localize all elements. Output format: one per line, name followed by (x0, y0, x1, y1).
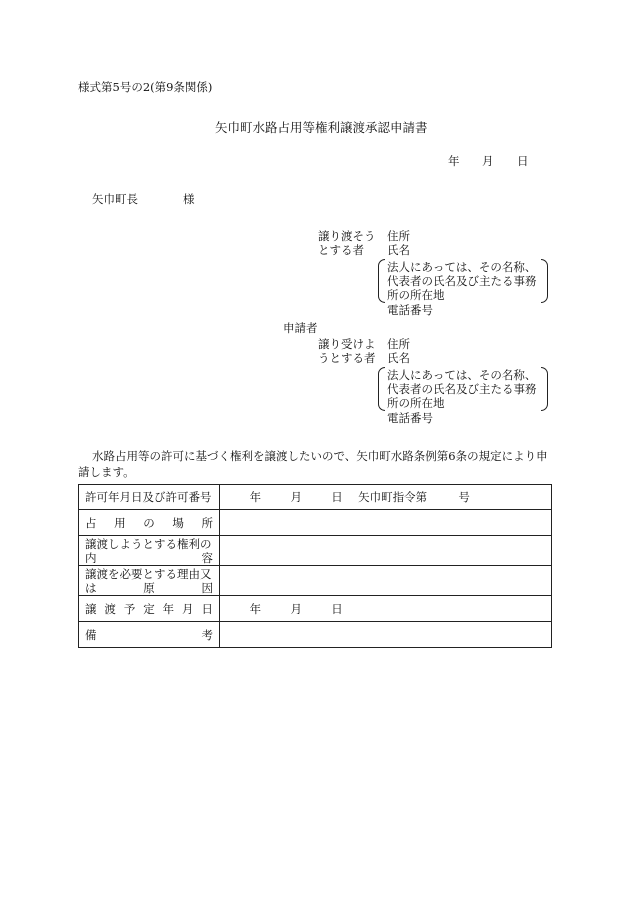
planned-day: 日 (331, 601, 343, 616)
transferee-note-line3: 所の所在地 (387, 396, 445, 410)
transferee-note-line1: 法人にあっては、その名称、 (387, 368, 537, 382)
applicant-label: 申請者 (283, 321, 318, 335)
table-row-remarks (79, 622, 552, 648)
permit-month: 月 (290, 490, 302, 504)
table-row-permit (79, 485, 552, 510)
location-value-cell[interactable] (220, 510, 552, 536)
transferor-label-line2: とする者 (318, 243, 364, 257)
form-id: 様式第5号の2(第9条関係) (78, 80, 213, 94)
reason-value-cell[interactable] (220, 566, 552, 596)
planned-date-value-cell[interactable] (220, 596, 552, 622)
transferor-note-line2: 代表者の氏名及び主たる事務 (387, 274, 537, 288)
remarks-value-cell[interactable] (220, 622, 552, 648)
table-row-reason (79, 566, 552, 596)
date-month-label: 月 (482, 154, 494, 168)
body-text-line2: 請します。 (78, 465, 135, 479)
table-row-location (79, 510, 552, 536)
date-day-label: 日 (517, 154, 529, 168)
table-row-rights (79, 536, 552, 566)
rights-label: 譲渡しようとする権利の 内 容 (79, 536, 220, 566)
document-title: 矢巾町水路占用等権利譲渡承認申請書 (215, 120, 428, 135)
transferee-note-right-bracket (541, 367, 548, 411)
table-row-planned-date (79, 596, 552, 622)
permit-year: 年 (249, 490, 262, 504)
transferee-note-left-bracket (378, 367, 385, 411)
transferor-note-line3: 所の所在地 (387, 288, 445, 302)
permit-number-suffix: 号 (458, 490, 470, 504)
transferee-phone-label: 電話番号 (387, 411, 433, 425)
reason-label: 譲渡を必要とする理由又 は 原 因 (79, 566, 220, 596)
transferor-note-right-bracket (541, 259, 548, 303)
transferor-label-line1: 譲り渡そう (318, 229, 376, 243)
transferor-address-label: 住所 (387, 229, 410, 243)
remarks-label: 備 考 (79, 622, 220, 648)
addressee-honorific: 様 (183, 192, 195, 206)
transferee-name-label: 氏名 (387, 351, 410, 365)
transferor-note-line1: 法人にあっては、その名称、 (387, 260, 537, 274)
permit-value-cell[interactable] (220, 485, 552, 510)
transferee-address-label: 住所 (387, 337, 410, 351)
planned-date-label: 譲 渡 予 定 年 月 日 (79, 596, 220, 622)
transferor-phone-label: 電話番号 (387, 303, 433, 317)
transferee-label-line1: 譲り受けよ (318, 337, 376, 351)
permit-label: 許可年月日及び許可番号 (79, 485, 220, 510)
transferee-label-line2: うとする者 (318, 351, 376, 365)
transferee-note-line2: 代表者の氏名及び主たる事務 (387, 382, 537, 396)
addressee-name: 矢巾町長 (92, 192, 138, 206)
transferor-name-label: 氏名 (387, 243, 410, 257)
permit-day: 日 (331, 490, 343, 504)
planned-month: 月 (290, 601, 302, 616)
transferor-note-left-bracket (378, 259, 385, 303)
rights-value-cell[interactable] (220, 536, 552, 566)
application-table (78, 484, 552, 648)
date-year-label: 年 (448, 154, 460, 168)
location-label: 占 用 の 場 所 (79, 510, 220, 536)
permit-number-prefix: 矢巾町指令第 (358, 490, 428, 504)
body-text-line1: 水路占用等の許可に基づく権利を譲渡したいので、矢巾町水路条例第6条の規定により申 (92, 449, 548, 463)
planned-year: 年 (249, 601, 262, 616)
